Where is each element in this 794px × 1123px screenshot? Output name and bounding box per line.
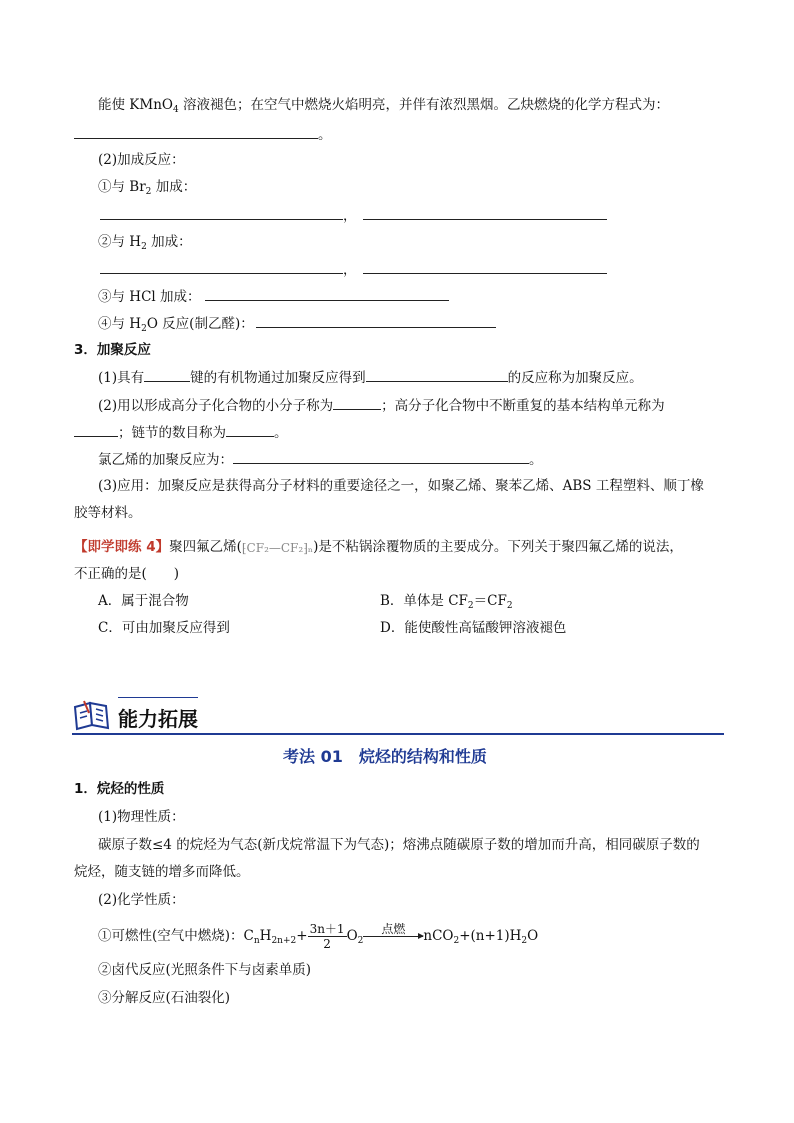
answer-blank[interactable]: [256, 313, 496, 328]
answer-blank[interactable]: [144, 367, 190, 382]
application-line1: (3)应用：加聚反应是获得高分子材料的重要途径之一，如聚乙烯、聚苯乙烯、ABS 工程塑料、顺丁橡: [98, 478, 704, 494]
hcl-line: [98, 286, 449, 307]
sub-2: 2: [141, 324, 147, 334]
answer-blank[interactable]: [333, 395, 381, 410]
polymerization-p2: [98, 395, 665, 416]
p1-text-a: (1)具有: [98, 370, 145, 386]
exercise-text-a: 聚四氟乙烯(: [169, 539, 242, 555]
sub-2: 2: [506, 601, 513, 611]
p2-text-a: (2)用以形成高分子化合物的小分子称为: [98, 398, 334, 414]
comma: ，: [343, 208, 357, 224]
fraction: [308, 922, 347, 951]
fraction-numerator: 3n＋1: [309, 922, 345, 936]
answer-blank[interactable]: [100, 259, 343, 274]
answer-blank[interactable]: [74, 124, 318, 139]
p3-text-b: 。: [274, 425, 288, 441]
ethyne-text-b: 溶液褪色；在空气中燃烧火焰明亮，并伴有浓烈黑烟。乙炔燃烧的化学方程式为：: [178, 97, 669, 113]
banner-top-rule: [118, 697, 198, 698]
sub-n: n: [253, 936, 260, 946]
book-pen-icon: [72, 699, 112, 737]
option-b[interactable]: [380, 591, 513, 611]
option-b-mid: ＝CF: [473, 593, 507, 609]
product-a: nCO: [423, 928, 454, 944]
sub-4: 4: [172, 105, 179, 115]
h2-text-a: ②与 H: [98, 234, 142, 250]
polymerization-p1: [98, 367, 643, 388]
p1-text-c: 的反应称为加聚反应。: [507, 370, 643, 386]
decomposition-line: ③分解反应(石油裂化): [98, 990, 231, 1006]
application-line2: 胶等材料。: [74, 505, 142, 521]
polymer-formula: ⁅CF₂—CF₂⁆ₙ: [241, 540, 314, 555]
br2-label: [98, 177, 196, 197]
polymerization-heading: 3．加聚反应: [74, 342, 151, 358]
option-a[interactable]: A．属于混合物: [98, 593, 189, 609]
sub-2n2: 2n+2: [271, 936, 297, 946]
section-banner: [72, 693, 724, 735]
option-c[interactable]: C．可由加聚反应得到: [98, 620, 230, 636]
h2o-text-b: O 反应(制乙醛)：: [146, 316, 254, 332]
option-b-text: B．单体是 CF: [380, 593, 468, 609]
product-b: +(n+1)H: [459, 928, 522, 944]
hcl-label: ③与 HCl 加成：: [98, 289, 201, 305]
p1-text-b: 键的有机物通过加聚反应得到: [190, 370, 366, 386]
banner-title: 能力拓展: [118, 707, 198, 731]
product-c: O: [527, 928, 539, 944]
sub-2: 2: [357, 936, 364, 946]
sub-2: 2: [467, 601, 474, 611]
addition-heading: (2)加成反应：: [98, 152, 185, 168]
banner-rule: [72, 733, 724, 735]
fraction-denominator: 2: [323, 937, 331, 951]
h2-answer-line: [100, 259, 607, 280]
combustion-line: [98, 916, 538, 956]
reaction-arrow: [363, 922, 423, 951]
exercise-line2: 不正确的是( ): [74, 566, 180, 582]
period: 。: [529, 452, 543, 468]
answer-blank[interactable]: [74, 422, 118, 437]
exercise-text-b: )是不粘锅涂覆物质的主要成分。下列关于聚四氟乙烯的说法，: [313, 539, 683, 555]
h2-label: [98, 232, 192, 252]
vinyl-chloride-line: [98, 449, 543, 470]
combustion-label: ①可燃性(空气中燃烧)：C: [98, 928, 254, 944]
answer-blank[interactable]: [226, 422, 274, 437]
br2-answer-line: [100, 205, 607, 226]
sub-2: 2: [141, 242, 147, 252]
h2o-text-a: ④与 H: [98, 316, 142, 332]
exercise-line1: [74, 537, 683, 558]
answer-blank[interactable]: [205, 286, 449, 301]
answer-blank[interactable]: [363, 205, 607, 220]
p2-text-b: ；高分子化合物中不断重复的基本结构单元称为: [381, 398, 665, 414]
sub-2: 2: [145, 187, 152, 197]
answer-blank[interactable]: [233, 449, 529, 464]
section-title: 考法 01 烷烃的结构和性质: [283, 747, 487, 766]
answer-blank[interactable]: [363, 259, 607, 274]
vinyl-label: 氯乙烯的加聚反应为：: [98, 452, 233, 468]
physical-heading: (1)物理性质：: [98, 809, 185, 825]
sub-2: 2: [453, 936, 460, 946]
h-symbol: H: [259, 928, 272, 944]
plus: +: [296, 928, 308, 944]
alkane-properties-heading: 1．烷烃的性质: [74, 781, 165, 797]
period: 。: [318, 127, 332, 143]
arrow-icon: [363, 936, 423, 937]
answer-blank[interactable]: [366, 367, 508, 382]
exercise-tag: 【即学即练 4】: [74, 539, 170, 555]
ethyne-answer-line: [74, 124, 332, 145]
comma: ，: [343, 262, 357, 278]
arrow-label: 点燃: [381, 922, 406, 936]
p3-text-a: ；链节的数目称为: [118, 425, 226, 441]
physical-text-2: 烷烃，随支链的增多而降低。: [74, 864, 250, 880]
polymerization-p3: [74, 422, 288, 443]
o-symbol: O: [346, 928, 358, 944]
halogenation-line: ②卤代反应(光照条件下与卤素单质): [98, 962, 312, 978]
ethyne-line: [98, 95, 669, 115]
sub-2: 2: [521, 936, 528, 946]
h2-text-b: 加成：: [146, 234, 192, 250]
ethyne-text-a: 能使 KMnO: [98, 97, 173, 113]
h2o-line: [98, 313, 496, 334]
br-text-a: ①与 Br: [98, 179, 146, 195]
answer-blank[interactable]: [100, 205, 343, 220]
br-text-b: 加成：: [151, 179, 197, 195]
physical-text-1: 碳原子数≤4 的烷烃为气态(新戊烷常温下为气态)；熔沸点随碳原子数的增加而升高，相同碳原子数的: [98, 837, 700, 853]
chemical-heading: (2)化学性质：: [98, 892, 185, 908]
option-d[interactable]: D．能使酸性高锰酸钾溶液褪色: [380, 620, 567, 636]
